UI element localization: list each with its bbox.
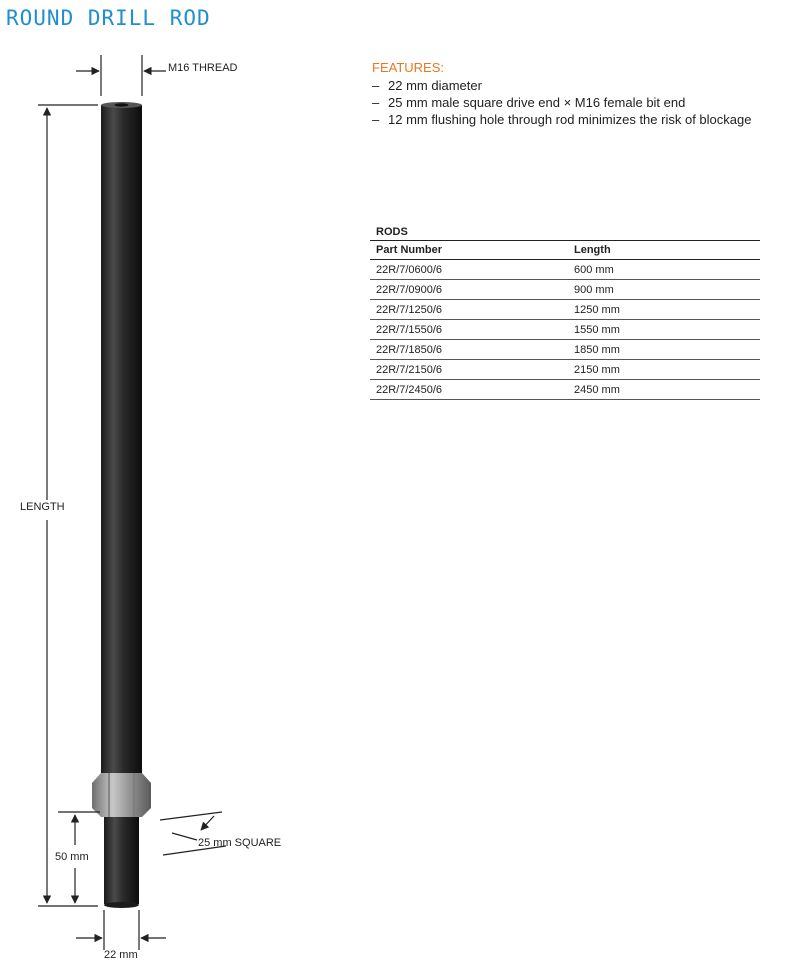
part-number-cell: 22R/7/1550/6 xyxy=(370,320,574,340)
feature-item: – 12 mm flushing hole through rod minimizes the risk of blockage xyxy=(372,111,772,128)
rod-body xyxy=(101,102,142,775)
part-number-cell: 22R/7/2450/6 xyxy=(370,380,574,400)
length-cell: 1850 mm xyxy=(574,340,760,360)
part-number-cell: 22R/7/0600/6 xyxy=(370,260,574,280)
length-cell: 2450 mm xyxy=(574,380,760,400)
diameter-dimension xyxy=(76,910,166,950)
column-header-part-number: Part Number xyxy=(370,241,574,260)
feature-item: – 22 mm diameter xyxy=(372,77,772,94)
table-row xyxy=(370,280,760,300)
length-cell: 900 mm xyxy=(574,280,760,300)
thread-label: M16 THREAD xyxy=(168,62,238,74)
rods-section xyxy=(370,224,760,400)
table-header-row xyxy=(370,241,760,260)
table-row xyxy=(370,260,760,280)
length-cell: 1250 mm xyxy=(574,300,760,320)
table-row xyxy=(370,320,760,340)
column-header-length: Length xyxy=(574,241,760,260)
part-number-cell: 22R/7/2150/6 xyxy=(370,360,574,380)
feature-item: – 25 mm male square drive end × M16 female bit end xyxy=(372,94,772,111)
part-number-cell: 22R/7/1250/6 xyxy=(370,300,574,320)
length-cell: 2150 mm xyxy=(574,360,760,380)
table-row xyxy=(370,360,760,380)
features-section xyxy=(372,60,772,128)
features-heading: FEATURES: xyxy=(372,60,444,75)
square-label: 25 mm SQUARE xyxy=(198,837,282,849)
rods-table xyxy=(370,241,760,400)
table-row xyxy=(370,380,760,400)
table-row xyxy=(370,340,760,360)
thread-dimension xyxy=(76,55,166,96)
length-cell: 1550 mm xyxy=(574,320,760,340)
table-row xyxy=(370,300,760,320)
diameter-label: 22 mm xyxy=(104,949,138,961)
rods-heading: RODS xyxy=(370,224,760,241)
length-label: LENGTH xyxy=(20,501,65,513)
length-cell: 600 mm xyxy=(574,260,760,280)
square-shank xyxy=(104,817,139,908)
part-number-cell: 22R/7/1850/6 xyxy=(370,340,574,360)
hex-collar xyxy=(92,773,151,817)
features-list xyxy=(372,77,772,128)
part-number-cell: 22R/7/0900/6 xyxy=(370,280,574,300)
drill-rod-diagram xyxy=(0,0,360,966)
shank-length-label: 50 mm xyxy=(55,851,89,863)
page-title: ROUND DRILL ROD xyxy=(6,6,211,30)
